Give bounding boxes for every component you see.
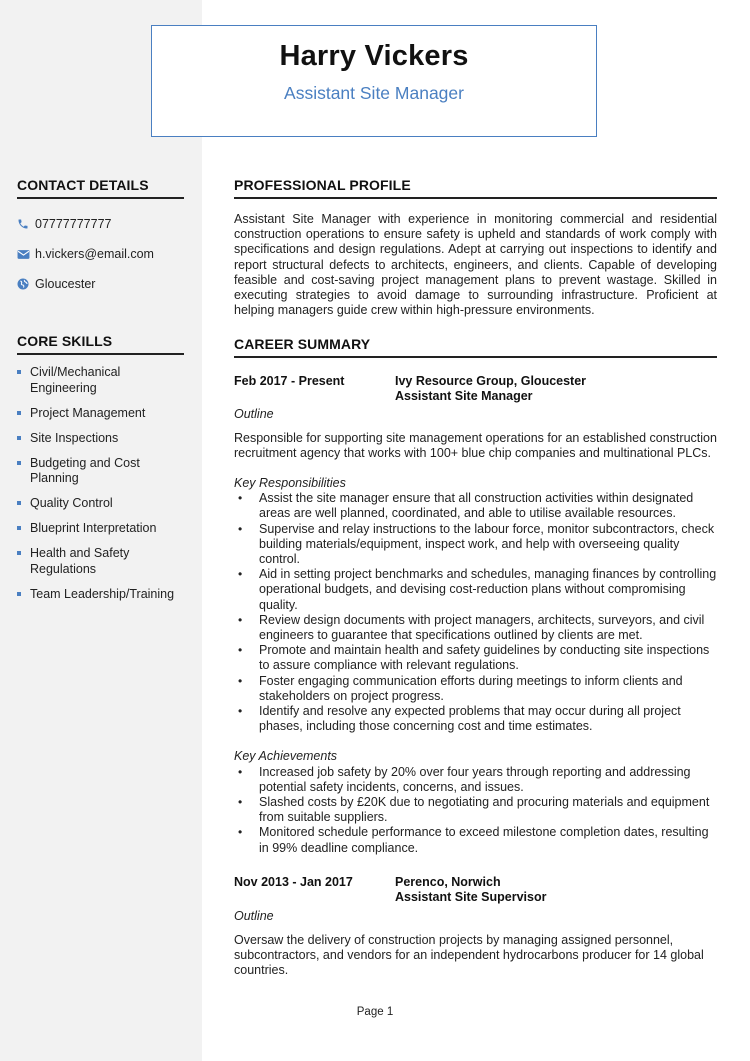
career-heading: CAREER SUMMARY xyxy=(234,336,717,358)
page-number: Page 1 xyxy=(356,1006,394,1018)
candidate-title: Assistant Site Manager xyxy=(284,83,464,103)
list-item: • Slashed costs by £20K due to negotiating and procuring materials and equipment from suitable suppliers. xyxy=(234,795,717,825)
skill-item: Blueprint Interpretation xyxy=(17,521,184,537)
skill-item: Team Leadership/Training xyxy=(17,587,184,603)
skill-item: Project Management xyxy=(17,406,184,422)
list-item: • Promote and maintain health and safety guidelines by conducting site inspections to assure compliance with relevant regulations. xyxy=(234,643,717,673)
contact-email-text: h.vickers@email.com xyxy=(35,247,154,261)
contact-email[interactable] xyxy=(17,239,184,269)
job-outline-label: Outline xyxy=(234,909,274,924)
envelope-icon xyxy=(17,249,35,260)
skills-section xyxy=(17,333,184,612)
job-header xyxy=(234,875,717,905)
skill-item: Budgeting and Cost Planning xyxy=(17,456,184,487)
job-dates: Feb 2017 - Present xyxy=(234,374,345,388)
contact-list xyxy=(17,209,184,299)
globe-icon xyxy=(17,278,35,290)
contact-location-text: Gloucester xyxy=(35,277,96,291)
contact-phone-text: 07777777777 xyxy=(35,217,112,231)
skill-item: Civil/Mechanical Engineering xyxy=(17,365,184,396)
contact-phone[interactable] xyxy=(17,209,184,239)
skills-heading: CORE SKILLS xyxy=(17,333,184,355)
job-entry xyxy=(234,875,717,978)
job-outline: Responsible for supporting site management operations for an established construction recruitment agency that works with 100+ blue chip companies and multinational PLCs. xyxy=(234,430,717,460)
list-item: • Foster engaging communication efforts during meetings to inform clients and stakeholders on project progress. xyxy=(234,674,717,704)
achievements-list xyxy=(234,765,717,856)
job-outline-label: Outline xyxy=(234,407,274,422)
list-item: • Assist the site manager ensure that all construction activities within designated areas are well planned, coordinated, and able to utilise available resources. xyxy=(234,491,717,521)
list-item: • Aid in setting project benchmarks and schedules, managing finances by controlling operational budgets, and devising cost-reduction plans without compromising quality. xyxy=(234,567,717,613)
list-item: • Increased job safety by 20% over four years through reporting and addressing potential safety incidents, concerns, and issues. xyxy=(234,765,717,795)
list-item: • Supervise and relay instructions to the labour force, monitor subcontractors, check building materials/equipment, inspect work, and help with overseeing quality control. xyxy=(234,522,717,568)
profile-text: Assistant Site Manager with experience in monitoring commercial and residential construction operations to ensure safety is upheld and standards of work comply with specifications and design regulations. Adept at carrying out inspections to identify and report structural defects to architects, engineers, and clients. Capable of developing feasible and cost-saving project management plans to prevent wastage. Skilled in executing strategies to avoid damage to surrounding infrastructure. Proficient at helping managers guide crew within high-pressure environments. xyxy=(234,212,717,318)
name-header-box xyxy=(151,25,597,137)
career-section xyxy=(234,336,717,978)
skill-item: Health and Safety Regulations xyxy=(17,546,140,577)
achievements-label: Key Achievements xyxy=(234,749,338,764)
profile-section xyxy=(234,177,717,318)
responsibilities-label: Key Responsibilities xyxy=(234,476,346,491)
job-outline: Oversaw the delivery of construction projects by managing assigned personnel, subcontractors, and vendors for an independent hydrocarbons producer for 14 global countries. xyxy=(234,932,704,977)
skills-list xyxy=(17,365,184,602)
skill-item: Quality Control xyxy=(17,496,184,512)
contact-section xyxy=(17,177,184,299)
job-role: Assistant Site Manager xyxy=(395,389,533,404)
list-item: • Identify and resolve any expected problems that may occur during all project phases, including those concerning cost and time estimates. xyxy=(234,704,717,734)
job-company: Perenco, Norwich xyxy=(395,874,501,889)
job-header xyxy=(234,374,717,404)
candidate-name: Harry Vickers xyxy=(279,40,469,72)
profile-heading: PROFESSIONAL PROFILE xyxy=(234,177,717,199)
job-role: Assistant Site Supervisor xyxy=(395,890,547,905)
responsibilities-list xyxy=(234,491,717,734)
list-item: • Monitored schedule performance to exceed milestone completion dates, resulting in 99% deadline compliance. xyxy=(234,825,717,855)
job-company: Ivy Resource Group, Gloucester xyxy=(395,374,587,388)
contact-heading: CONTACT DETAILS xyxy=(17,177,184,199)
skill-item: Site Inspections xyxy=(17,431,184,447)
list-item: • Review design documents with project managers, architects, surveyors, and civil engineers to guarantee that specifications outlined by clients are met. xyxy=(234,613,717,643)
phone-icon xyxy=(17,218,35,230)
contact-location xyxy=(17,269,184,299)
job-dates: Nov 2013 - Jan 2017 xyxy=(234,874,353,889)
job-entry xyxy=(234,374,717,856)
